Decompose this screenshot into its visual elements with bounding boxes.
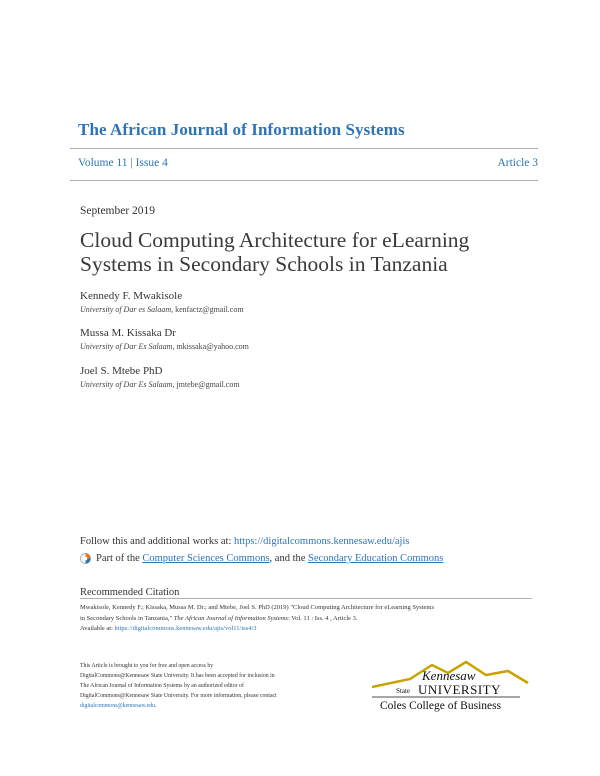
citation-divider (80, 598, 532, 599)
access-notice: This Article is brought to you for free and open access by DigitalCommons@Kennesaw State University. It has been accepted for inclusion in The African Journal of Information Systems by an authorized editor of DigitalCommons@Kennesaw State University. For more information, please contact digitalcommons@kennesaw.edu. (80, 663, 277, 709)
secondary-education-commons-link[interactable]: Secondary Education Commons (308, 553, 444, 564)
part-of-label: Part of the (96, 553, 140, 564)
author-affiliation: University of Dar es Salaam, kenfactz@gmail.com (80, 305, 244, 314)
logo-kennesaw-text: Kennesaw (422, 668, 476, 683)
network-icon (80, 553, 91, 564)
author-affiliation: University of Dar Es Salaam, mkissaka@yahoo.com (80, 342, 249, 351)
author-affiliation: University of Dar Es Salaam, jmtebe@gmail.com (80, 380, 240, 389)
contact-email-link[interactable]: digitalcommons@kennesaw.edu (80, 703, 155, 709)
citation-line: in Secondary Schools in Tanzania," The African Journal of Information Systems: Vol. 11 : Iss. 4 , Article 3. (80, 614, 358, 622)
author-email: jmtebe@gmail.com (176, 380, 240, 389)
author-block (80, 365, 240, 389)
author-name: Joel S. Mtebe PhD (80, 365, 163, 377)
follow-label: Follow this and additional works at: (80, 536, 234, 547)
logo-university-text: UNIVERSITY (418, 682, 501, 697)
citation-journal: The African Journal of Information Systems (173, 614, 288, 622)
author-block (80, 290, 244, 314)
part-of-line (80, 553, 443, 564)
author-email: mkissaka@yahoo.com (176, 342, 249, 351)
citation-line: Mwakisole, Kennedy F.; Kissaka, Mussa M. Dr.; and Mtebe, Joel S. PhD (2019) "Cloud Computing Architecture for eLearning Systems (80, 604, 434, 611)
header-divider (70, 148, 538, 149)
subheader-divider (70, 180, 538, 181)
publication-date: September 2019 (80, 205, 156, 217)
follow-line (80, 536, 409, 547)
citation-url-link[interactable]: https://digitalcommons.kennesaw.edu/ajis/vol11/iss4/3 (114, 625, 257, 632)
article-number-link[interactable]: Article 3 (497, 157, 538, 169)
logo-state-text: State (396, 687, 410, 695)
citation-heading: Recommended Citation (80, 587, 180, 598)
citation-available: Available at: https://digitalcommons.kennesaw.edu/ajis/vol11/iss4/3 (80, 625, 257, 632)
author-block (80, 327, 249, 351)
author-name: Mussa M. Kissaka Dr (80, 327, 176, 339)
coles-college-label: Coles College of Business (380, 700, 502, 712)
article-title: Cloud Computing Architecture for eLearning Systems in Secondary Schools in Tanzania (80, 228, 470, 276)
citation-text (80, 603, 540, 635)
author-name: Kennedy F. Mwakisole (80, 290, 183, 302)
computer-sciences-commons-link[interactable]: Computer Sciences Commons (142, 553, 270, 564)
follow-url-link[interactable]: https://digitalcommons.kennesaw.edu/ajis (234, 536, 410, 547)
journal-title: The African Journal of Information Systems (78, 120, 405, 139)
volume-issue-link[interactable]: Volume 11 | Issue 4 (78, 157, 168, 169)
author-email: kenfactz@gmail.com (175, 305, 244, 314)
part-of-separator: , and the (269, 553, 309, 564)
